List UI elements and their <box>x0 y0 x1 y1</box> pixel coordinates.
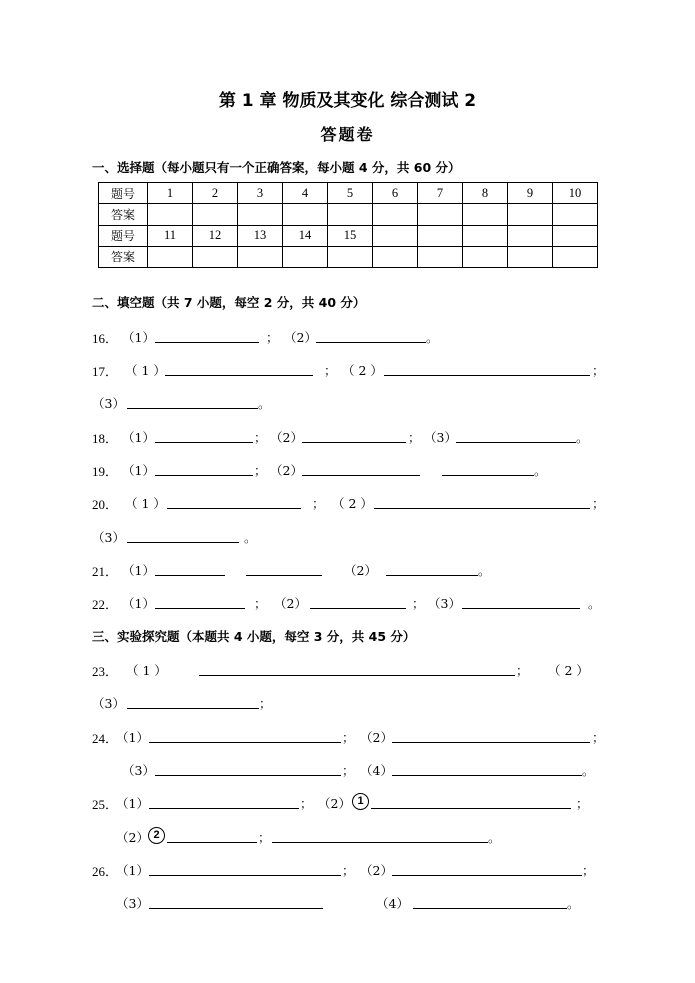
answer-blank[interactable] <box>155 342 259 343</box>
part-label: （3） <box>424 430 457 445</box>
answer-cell[interactable] <box>193 246 238 267</box>
semicolon: ； <box>408 430 421 445</box>
table-cell: 8 <box>463 183 508 204</box>
circled-one-icon: 1 <box>352 793 369 810</box>
answer-blank[interactable] <box>155 575 225 576</box>
answer-table <box>98 182 598 268</box>
question-number: 17． <box>92 364 119 379</box>
answer-blank[interactable] <box>392 742 590 743</box>
table-cell: 7 <box>418 183 463 204</box>
semicolon: ； <box>342 730 355 745</box>
table-cell: 2 <box>193 183 238 204</box>
answer-blank[interactable] <box>442 475 534 476</box>
part-label: （1） <box>122 463 155 478</box>
answer-cell[interactable] <box>508 246 553 267</box>
period: 。 <box>588 596 601 611</box>
semicolon: ； <box>592 363 605 378</box>
table-cell <box>373 225 418 246</box>
answer-blank[interactable] <box>165 375 313 376</box>
table-cell: 1 <box>148 183 193 204</box>
question-number: 21． <box>92 564 119 579</box>
semicolon: ； <box>592 496 605 511</box>
answer-blank[interactable] <box>127 708 259 709</box>
answer-blank[interactable] <box>392 775 582 776</box>
answer-cell[interactable] <box>418 246 463 267</box>
part-label: （ 1 ） <box>125 496 166 511</box>
answer-blank[interactable] <box>302 475 420 476</box>
part-label: （2） <box>360 863 393 878</box>
answer-blank[interactable] <box>167 842 257 843</box>
part-label: （ 2 ） <box>548 663 589 678</box>
answer-blank[interactable] <box>155 608 245 609</box>
part-label: （1） <box>122 430 155 445</box>
semicolon: ； <box>582 863 595 878</box>
part-label: （3） <box>92 696 125 711</box>
answer-blank[interactable] <box>155 475 253 476</box>
answer-blank[interactable] <box>462 608 580 609</box>
part-label: （2） <box>318 796 351 811</box>
part-label: （2） <box>284 330 317 345</box>
answer-blank[interactable] <box>392 875 582 876</box>
row-label: 题号 <box>99 183 148 204</box>
part-label: （ 2 ） <box>332 496 373 511</box>
question-number: 24． <box>92 731 119 746</box>
table-cell: 13 <box>238 225 283 246</box>
period: 。 <box>258 396 271 411</box>
question-number: 18． <box>92 431 119 446</box>
answer-blank[interactable] <box>384 375 590 376</box>
answer-cell[interactable] <box>553 246 598 267</box>
question-number: 16． <box>92 331 119 346</box>
table-cell: 3 <box>238 183 283 204</box>
answer-cell[interactable] <box>463 204 508 225</box>
part-label: （1） <box>122 596 155 611</box>
answer-blank[interactable] <box>155 775 341 776</box>
part-label: （ 2 ） <box>342 363 383 378</box>
table-cell: 9 <box>508 183 553 204</box>
period: 。 <box>478 563 491 578</box>
part-label: （1） <box>116 863 149 878</box>
semicolon: ； <box>342 763 355 778</box>
part-label: （2） <box>270 430 303 445</box>
answer-cell[interactable] <box>553 204 598 225</box>
section-multiple-choice-heading: 一、选择题（每小题只有一个正确答案，每小题 4 分，共 60 分） <box>92 160 461 175</box>
answer-blank[interactable] <box>371 808 571 809</box>
page-title: 第 1 章 物质及其变化 综合测试 2 <box>218 91 477 111</box>
semicolon: ； <box>300 796 313 811</box>
answer-cell[interactable] <box>373 204 418 225</box>
circled-two-icon: 2 <box>148 827 165 844</box>
semicolon: ； <box>412 596 425 611</box>
answer-cell[interactable] <box>283 246 328 267</box>
table-row <box>99 246 598 267</box>
part-label: （1） <box>116 796 149 811</box>
period: 。 <box>488 830 501 845</box>
table-cell: 5 <box>328 183 373 204</box>
part-label: （2） <box>274 596 307 611</box>
period: 。 <box>244 530 257 545</box>
question-number: 23． <box>92 664 119 679</box>
question-number: 20． <box>92 497 119 512</box>
answer-cell[interactable] <box>463 246 508 267</box>
table-cell: 11 <box>148 225 193 246</box>
part-label: （3） <box>122 763 155 778</box>
answer-blank[interactable] <box>167 508 301 509</box>
semicolon: ； <box>254 596 267 611</box>
table-cell <box>418 225 463 246</box>
answer-blank[interactable] <box>199 675 515 676</box>
part-label: （1） <box>116 730 149 745</box>
semicolon: ； <box>324 363 337 378</box>
part-label: （2） <box>360 730 393 745</box>
answer-blank[interactable] <box>246 575 322 576</box>
part-label: （4） <box>360 763 393 778</box>
table-cell <box>463 225 508 246</box>
table-cell: 15 <box>328 225 373 246</box>
answer-blank[interactable] <box>386 575 478 576</box>
answer-blank[interactable] <box>149 742 341 743</box>
table-cell: 4 <box>283 183 328 204</box>
semicolon: ； <box>576 796 589 811</box>
semicolon: ； <box>254 463 267 478</box>
semicolon: ； <box>516 663 529 678</box>
answer-blank[interactable] <box>302 442 406 443</box>
answer-blank[interactable] <box>310 608 406 609</box>
answer-blank[interactable] <box>127 408 258 409</box>
answer-cell[interactable] <box>508 204 553 225</box>
table-row <box>99 204 598 225</box>
table-cell: 12 <box>193 225 238 246</box>
part-label: （3） <box>428 596 461 611</box>
table-cell: 6 <box>373 183 418 204</box>
table-cell: 14 <box>283 225 328 246</box>
answer-blank[interactable] <box>272 842 488 843</box>
part-label: （3） <box>92 530 125 545</box>
answer-cell[interactable] <box>373 246 418 267</box>
row-label: 答案 <box>99 204 148 225</box>
part-label: （ 1 ） <box>125 363 166 378</box>
section-fill-in-heading: 二、填空题（共 7 小题，每空 2 分，共 40 分） <box>92 295 366 310</box>
answer-cell[interactable] <box>238 204 283 225</box>
answer-cell[interactable] <box>193 204 238 225</box>
period: 。 <box>534 463 547 478</box>
answer-blank[interactable] <box>155 442 253 443</box>
answer-cell[interactable] <box>328 204 373 225</box>
part-label: （3） <box>92 396 125 411</box>
answer-blank[interactable] <box>456 442 576 443</box>
semicolon: ； <box>266 330 279 345</box>
row-label: 题号 <box>99 225 148 246</box>
question-number: 22． <box>92 597 119 612</box>
row-label: 答案 <box>99 246 148 267</box>
table-row <box>99 225 598 246</box>
answer-blank[interactable] <box>374 508 590 509</box>
part-label: （2） <box>270 463 303 478</box>
period: 。 <box>576 430 589 445</box>
part-label: （3） <box>116 896 149 911</box>
table-cell <box>508 225 553 246</box>
answer-blank[interactable] <box>413 908 567 909</box>
part-label: （2） <box>116 830 149 845</box>
answer-blank[interactable] <box>149 875 341 876</box>
part-label: （ 1 ） <box>126 663 167 678</box>
answer-cell[interactable] <box>328 246 373 267</box>
semicolon: ； <box>312 496 325 511</box>
semicolon: ； <box>259 696 272 711</box>
answer-cell[interactable] <box>148 204 193 225</box>
question-number: 25． <box>92 797 119 812</box>
answer-cell[interactable] <box>283 204 328 225</box>
question-number: 19． <box>92 464 119 479</box>
period: 。 <box>426 330 439 345</box>
section-experiment-heading: 三、实验探究题（本题共 4 小题，每空 3 分，共 45 分） <box>92 629 416 644</box>
answer-blank[interactable] <box>149 908 323 909</box>
answer-blank[interactable] <box>127 542 239 543</box>
part-label: （4） <box>376 896 409 911</box>
table-cell <box>553 225 598 246</box>
period: 。 <box>582 763 595 778</box>
answer-blank[interactable] <box>149 808 299 809</box>
semicolon: ； <box>254 430 267 445</box>
part-label: （1） <box>122 330 155 345</box>
part-label: （1） <box>122 563 155 578</box>
answer-blank[interactable] <box>316 342 426 343</box>
answer-cell[interactable] <box>148 246 193 267</box>
table-row <box>99 183 598 204</box>
part-label: （2） <box>344 563 377 578</box>
semicolon: ； <box>342 863 355 878</box>
semicolon: ； <box>258 830 271 845</box>
question-number: 26． <box>92 864 119 879</box>
answer-sheet-subtitle: 答题卷 <box>320 125 375 144</box>
answer-cell[interactable] <box>238 246 283 267</box>
semicolon: ； <box>592 730 605 745</box>
period: 。 <box>567 896 580 911</box>
answer-cell[interactable] <box>418 204 463 225</box>
table-cell: 10 <box>553 183 598 204</box>
